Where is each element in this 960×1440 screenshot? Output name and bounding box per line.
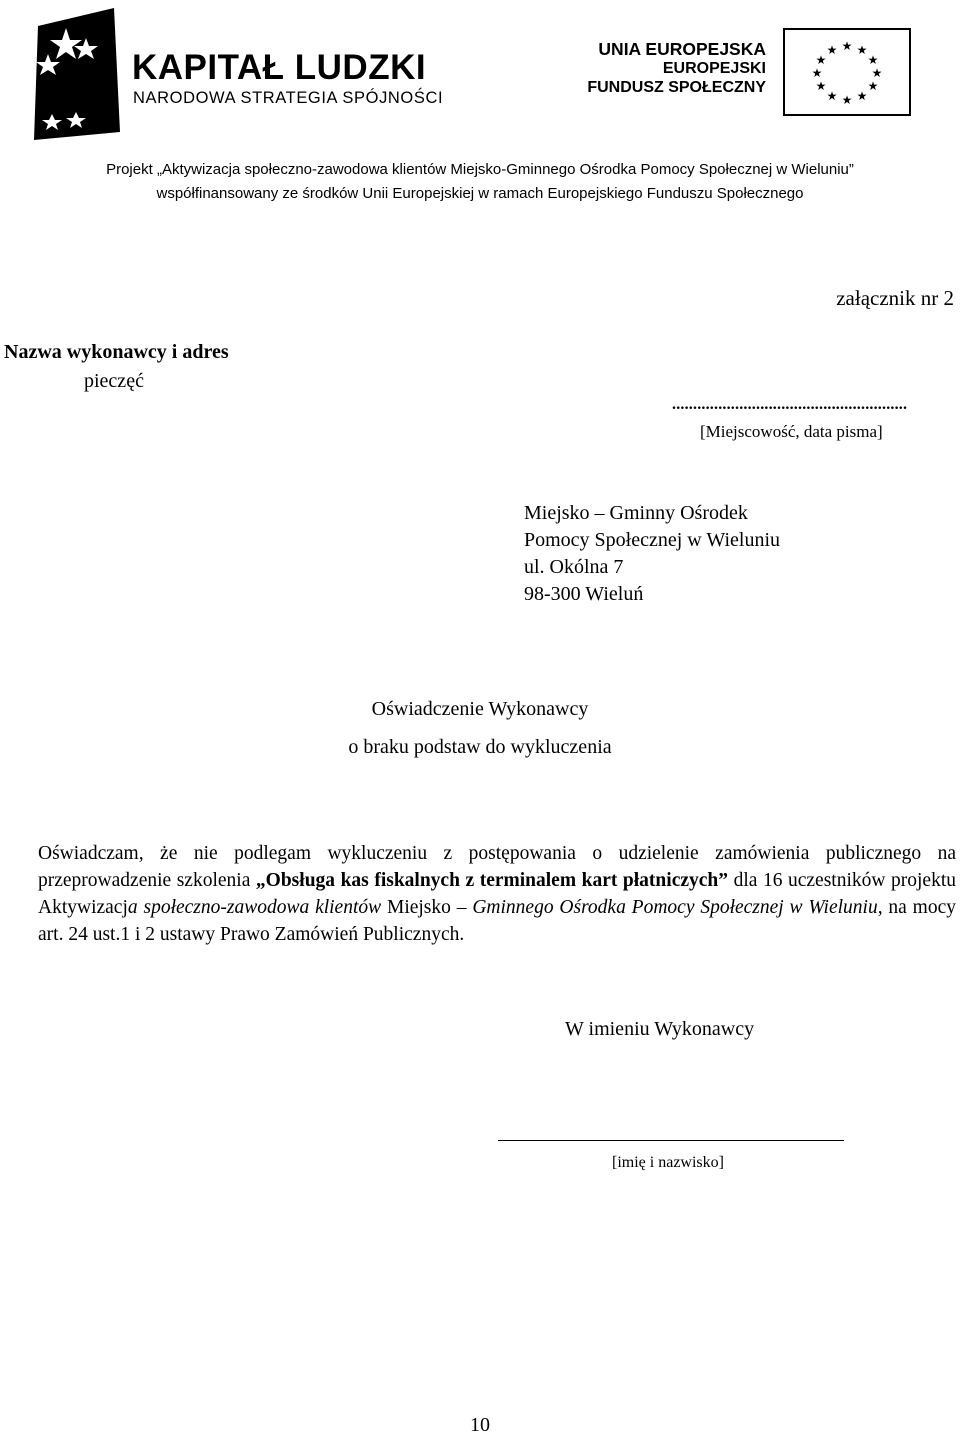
institution-name: Gminnego Ośrodka Pomocy Społecznej w Wieluniu [472,897,878,918]
recipient-line: Miejsko – Gminny Ośrodek [524,502,748,524]
svg-text:★: ★ [826,43,838,57]
project-line: Projekt „Aktywizacja społeczno-zawodowa klientów Miejsko-Gminnego Ośrodka Pomocy Społecznej w Wieluniu” [106,161,854,178]
svg-text:★: ★ [871,66,883,80]
stamp-label: pieczęć [84,370,144,392]
logo-title: KAPITAŁ LUDZKI [132,48,427,87]
training-name: „Obsługa kas fiskalnych z terminalem kart płatniczych” [255,870,729,891]
declaration-title: Oświadczenie Wykonawcy [371,698,589,720]
recipient-address [524,500,780,608]
svg-text:★: ★ [815,53,827,67]
svg-text:★: ★ [841,39,853,53]
body-text: Miejsko – [381,897,473,918]
annex-label: załącznik nr 2 [836,286,954,310]
eu-flag-icon [783,28,911,116]
logo-subtitle: NARODOWA STRATEGIA SPÓJNOŚCI [133,89,444,107]
eu-logo-text [587,40,766,97]
svg-text:★: ★ [826,89,838,103]
recipient-line: Pomocy Społecznej w Wieluniu [524,529,781,551]
on-behalf-label: W imieniu Wykonawcy [565,1018,755,1040]
project-info [0,158,960,206]
signature-label: [imię i nazwisko] [612,1154,724,1171]
declaration-body [38,840,956,948]
svg-text:★: ★ [856,89,868,103]
signature-line [498,1140,844,1141]
svg-text:★: ★ [811,66,823,80]
eu-logo-line: FUNDUSZ SPOŁECZNY [587,79,766,96]
svg-text:★: ★ [867,79,879,93]
contractor-label: Nazwa wykonawcy i adres [4,341,229,363]
body-text: Oświadczam, że nie podlegam wykluczeniu z postępowania o udzielenie zamówienia publicznego na przeprowadzenie szkolenia [38,843,956,891]
svg-text:★: ★ [815,79,827,93]
kapital-ludzki-stars-logo-icon [28,4,124,140]
place-date-label: [Miejscowość, data pisma] [700,422,883,441]
body-text: dla 16 uczestników projektu Aktywizacj [38,870,957,918]
place-date-dots: ........................................................ [672,396,908,413]
eu-logo-line: UNIA EUROPEJSKA [598,39,766,59]
declaration-subtitle: o braku podstaw do wykluczenia [348,736,612,758]
body-text: , na mocy art. 24 ust.1 i 2 ustawy Prawo Zamówień Publicznych. [38,897,956,945]
svg-text:★: ★ [841,93,853,107]
svg-text:★: ★ [867,53,879,67]
recipient-line: 98-300 Wieluń [524,583,644,605]
eu-logo-line: EUROPEJSKI [662,60,766,77]
project-line: współfinansowany ze środków Unii Europejskiej w ramach Europejskiego Funduszu Społecznego [156,185,804,202]
page-number: 10 [470,1414,490,1436]
svg-text:★: ★ [856,43,868,57]
project-name: a społeczno-zawodowa klientów [127,897,382,918]
recipient-line: ul. Okólna 7 [524,556,624,578]
